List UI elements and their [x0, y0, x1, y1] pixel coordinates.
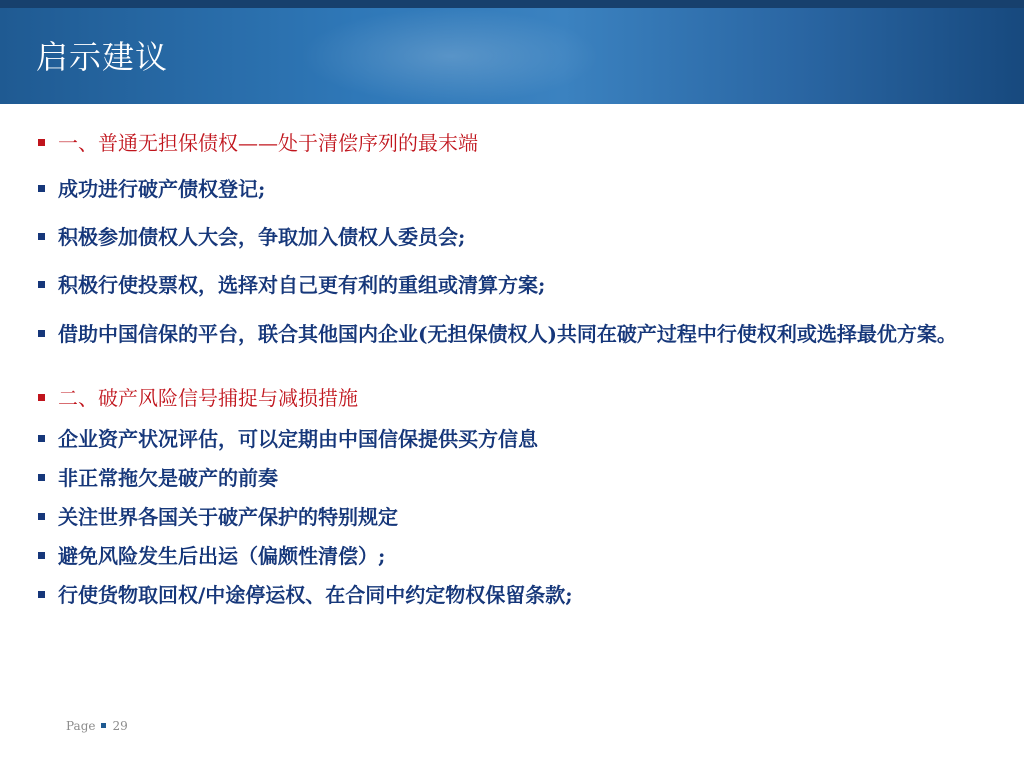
bullet-icon — [38, 474, 45, 481]
bullet-icon — [38, 394, 45, 401]
header-top-strip — [0, 0, 1024, 8]
section-heading-1 — [38, 128, 988, 158]
page-label: Page — [66, 719, 96, 733]
section-heading-text: 一、普通无担保债权——处于清偿序列的最末端 — [58, 131, 478, 155]
page-number: 29 — [112, 719, 128, 733]
separator-square-icon — [101, 723, 106, 728]
bullet-icon — [38, 435, 45, 442]
slide-header — [0, 8, 1024, 104]
bullet-icon — [38, 330, 45, 337]
bullet-icon — [38, 185, 45, 192]
list-item — [38, 222, 988, 252]
section-heading-2 — [38, 383, 988, 413]
bullet-icon — [38, 591, 45, 598]
list-item — [38, 174, 988, 204]
list-item — [38, 502, 988, 532]
list-item — [38, 580, 988, 610]
header-highlight — [300, 8, 600, 104]
list-item-text: 借助中国信保的平台，联合其他国内企业(无担保债权人)共同在破产过程中行使权利或选择最优方案。 — [58, 322, 957, 346]
bullet-icon — [38, 281, 45, 288]
list-item-text: 积极参加债权人大会，争取加入债权人委员会; — [58, 225, 466, 249]
list-item-text: 积极行使投票权，选择对自己更有利的重组或清算方案; — [58, 273, 546, 297]
slide-content — [38, 128, 988, 610]
list-item-text: 避免风险发生后出运（偏颇性清偿）; — [58, 544, 386, 568]
list-item — [38, 463, 988, 493]
list-item — [38, 424, 988, 454]
page-footer — [66, 719, 128, 733]
list-item-text: 非正常拖欠是破产的前奏 — [58, 466, 278, 490]
list-item-text: 关注世界各国关于破产保护的特别规定 — [58, 505, 398, 529]
list-item-text: 行使货物取回权/中途停运权、在合同中约定物权保留条款; — [58, 583, 573, 607]
bullet-icon — [38, 513, 45, 520]
bullet-icon — [38, 139, 45, 146]
bullet-icon — [38, 552, 45, 559]
list-item — [38, 270, 988, 300]
list-item-text: 成功进行破产债权登记; — [58, 177, 266, 201]
list-item — [38, 318, 988, 351]
list-item — [38, 541, 988, 571]
bullet-icon — [38, 233, 45, 240]
slide-title: 启示建议 — [36, 38, 169, 76]
section-heading-text: 二、破产风险信号捕捉与减损措施 — [58, 386, 358, 410]
list-item-text: 企业资产状况评估，可以定期由中国信保提供买方信息 — [58, 427, 538, 451]
